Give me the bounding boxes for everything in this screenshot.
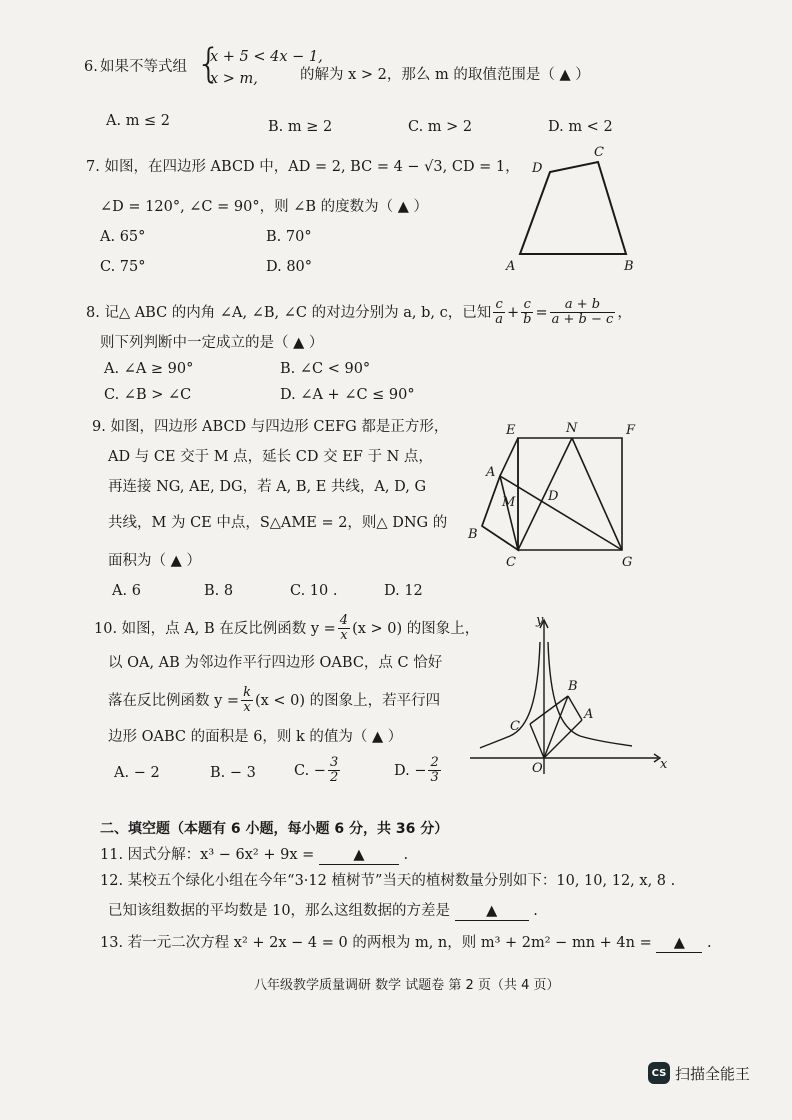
q8-equals: = — [535, 304, 548, 321]
q10-d-denominator: 3 — [430, 770, 439, 785]
q13-question — [100, 934, 712, 953]
label-d: D — [532, 161, 543, 176]
q8-f3-denominator: a + b − c — [551, 312, 614, 327]
q13-text: 13. 若一元二次方程 x² + 2x − 4 = 0 的两根为 m, n，则 m³ + 2m² − mn + 4n = — [100, 935, 652, 951]
segment-oa — [544, 720, 582, 758]
q11-question — [100, 846, 408, 865]
q10-function-figure — [460, 612, 675, 778]
q13-end: . — [706, 935, 712, 951]
q7-line-2: ∠D = 120°, ∠C = 90°，则 ∠B 的度数为（ ▲ ） — [100, 199, 428, 215]
watermark-text: 扫描全能王 — [675, 1064, 751, 1083]
q9-line-2: AD 与 CE 交于 M 点，延长 CD 交 EF 于 N 点， — [108, 449, 433, 465]
q12-answer-blank[interactable]: ▲ — [455, 902, 529, 921]
square-cefg — [518, 438, 622, 550]
q8-f2-numerator: c — [521, 298, 533, 313]
q10-c-numerator: 3 — [329, 755, 339, 770]
q10-option-a: A. − 2 — [114, 765, 160, 781]
q10-line-4: 边形 OABC 的面积是 6，则 k 的值为（ ▲ ） — [108, 729, 403, 745]
label-c: C — [506, 555, 516, 570]
label-m: M — [502, 495, 516, 510]
q13-answer-blank[interactable]: ▲ — [656, 934, 702, 953]
q10-option-b: B. − 3 — [210, 765, 256, 781]
q10-option-d-fraction — [428, 756, 440, 785]
q10-line-1 — [94, 614, 479, 643]
q12-line-1: 12. 某校五个绿化小组在今年“3·12 植树节”当天的植树数量分别如下：10, 10, 12, x, 8 . — [100, 873, 676, 889]
q10-f2-denominator: x — [243, 700, 251, 715]
line-ae — [500, 438, 518, 476]
q10-l3-a: 落在反比例函数 y = — [108, 692, 240, 709]
q6-inequality-2: x > m, — [210, 71, 258, 87]
q9-line-1: 9. 如图，四边形 ABCD 与四边形 CEFG 都是正方形， — [92, 419, 449, 435]
segment-ba — [568, 696, 582, 720]
section-2-heading: 二、填空题（本题有 6 小题，每小题 6 分，共 36 分） — [100, 821, 449, 837]
q10-c-denominator: 2 — [329, 770, 339, 785]
q10-line-2: 以 OA, AB 为邻边作平行四边形 OABC，点 C 恰好 — [108, 655, 443, 671]
q10-option-d-label: D. − — [394, 762, 427, 779]
scanner-watermark — [648, 1060, 778, 1086]
q10-option-c-label: C. − — [294, 762, 326, 779]
label-b: B — [568, 679, 578, 694]
q6-option-b: B. m ≥ 2 — [268, 119, 333, 135]
label-a: A — [486, 465, 496, 480]
q8-prefix: 8. 记△ ABC 的内角 ∠A, ∠B, ∠C 的对边分别为 a, b, c，已知 — [86, 304, 492, 321]
q8-line-2: 则下列判断中一定成立的是（ ▲ ） — [100, 335, 324, 351]
q8-option-c: C. ∠B > ∠C — [104, 387, 192, 403]
q10-fraction-2 — [241, 686, 253, 715]
label-e: E — [506, 423, 516, 438]
q9-squares-figure — [462, 416, 647, 572]
q12-text: 已知该组数据的平均数是 10，那么这组数据的方差是 — [108, 903, 451, 919]
segment-oc — [530, 724, 544, 758]
q8-fraction-1 — [493, 298, 505, 327]
q7-option-d: D. 80° — [266, 259, 313, 275]
line-ng — [572, 438, 622, 550]
q10-line-3 — [108, 686, 440, 715]
q6-suffix: 的解为 x > 2，那么 m 的取值范围是（ ▲ ） — [300, 67, 590, 83]
q10-l1-a: 10. 如图，点 A, B 在反比例函数 y = — [94, 620, 336, 637]
q8-option-b: B. ∠C < 90° — [280, 361, 371, 377]
q10-option-c-fraction — [328, 756, 340, 785]
q8-f2-denominator: b — [523, 312, 532, 327]
q8-option-d: D. ∠A + ∠C ≤ 90° — [280, 387, 415, 403]
q6-brace: { — [196, 41, 222, 87]
q11-end: . — [403, 847, 409, 863]
q9-line-5: 面积为（ ▲ ） — [108, 553, 201, 569]
q10-l3-b: (x < 0) 的图象上，若平行四 — [254, 692, 441, 709]
q8-comma: ， — [617, 304, 632, 321]
label-n: N — [566, 421, 578, 436]
q10-option-c — [294, 756, 342, 785]
q7-quadrilateral-figure — [500, 140, 650, 275]
label-y: y — [536, 613, 544, 628]
q8-option-a: A. ∠A ≥ 90° — [104, 361, 194, 377]
label-d: D — [548, 489, 559, 504]
q6-option-d: D. m < 2 — [548, 119, 613, 135]
q8-fraction-3 — [550, 298, 616, 327]
q7-option-c: C. 75° — [100, 259, 146, 275]
q9-line-3: 再连接 NG, AE, DG，若 A, B, E 共线，A, D, G — [108, 479, 427, 495]
q8-plus: + — [507, 304, 520, 321]
q11-text: 11. 因式分解：x³ − 6x² + 9x = — [100, 847, 315, 863]
label-f: F — [626, 423, 636, 438]
label-a: A — [584, 707, 594, 722]
q8-line-1 — [86, 298, 632, 327]
q6-prefix: 如果不等式组 — [100, 59, 187, 75]
curve-positive-branch — [548, 642, 632, 746]
page-footer: 八年级教学质量调研 数学 试题卷 第 2 页（共 4 页） — [254, 978, 560, 993]
label-c: C — [594, 145, 604, 160]
q9-option-b: B. 8 — [204, 583, 234, 599]
label-c: C — [510, 719, 520, 734]
label-b: B — [468, 527, 478, 542]
q10-f1-numerator: 4 — [339, 613, 349, 628]
q9-line-4: 共线，M 为 CE 中点，S△AME = 2，则△ DNG 的 — [108, 515, 448, 531]
q6-number: 6. — [84, 59, 98, 75]
q12-line-2 — [108, 902, 538, 921]
q8-fraction-2 — [521, 298, 533, 327]
q6-option-c: C. m > 2 — [408, 119, 473, 135]
q9-option-a: A. 6 — [112, 583, 141, 599]
q12-end: . — [533, 903, 538, 919]
q7-option-a: A. 65° — [100, 229, 146, 245]
q10-f1-denominator: x — [340, 628, 348, 643]
q10-l1-b: (x > 0) 的图象上， — [352, 620, 480, 637]
q7-line-1: 7. 如图，在四边形 ABCD 中，AD = 2, BC = 4 − √3, CD = 1， — [86, 159, 520, 175]
q7-option-b: B. 70° — [266, 229, 312, 245]
q6-option-a: A. m ≤ 2 — [106, 113, 171, 129]
q6-inequality-1: x + 5 < 4x − 1, — [210, 49, 323, 65]
q8-f1-denominator: a — [495, 312, 503, 327]
q10-fraction-1 — [338, 614, 350, 643]
camscanner-logo-icon: CS — [648, 1062, 670, 1084]
q11-answer-blank[interactable]: ▲ — [319, 846, 399, 865]
q9-option-c: C. 10 . — [290, 583, 338, 599]
label-o: O — [532, 761, 543, 776]
q8-f3-numerator: a + b — [550, 298, 616, 313]
q10-d-numerator: 2 — [430, 755, 439, 770]
label-x: x — [660, 757, 668, 772]
q8-f1-numerator: c — [493, 298, 505, 313]
label-a: A — [506, 259, 516, 274]
q9-option-d: D. 12 — [384, 583, 423, 599]
label-g: G — [622, 555, 633, 570]
q10-f2-numerator: k — [243, 685, 251, 700]
line-cn — [518, 438, 572, 550]
label-b: B — [624, 259, 634, 274]
q10-option-d — [394, 756, 443, 785]
